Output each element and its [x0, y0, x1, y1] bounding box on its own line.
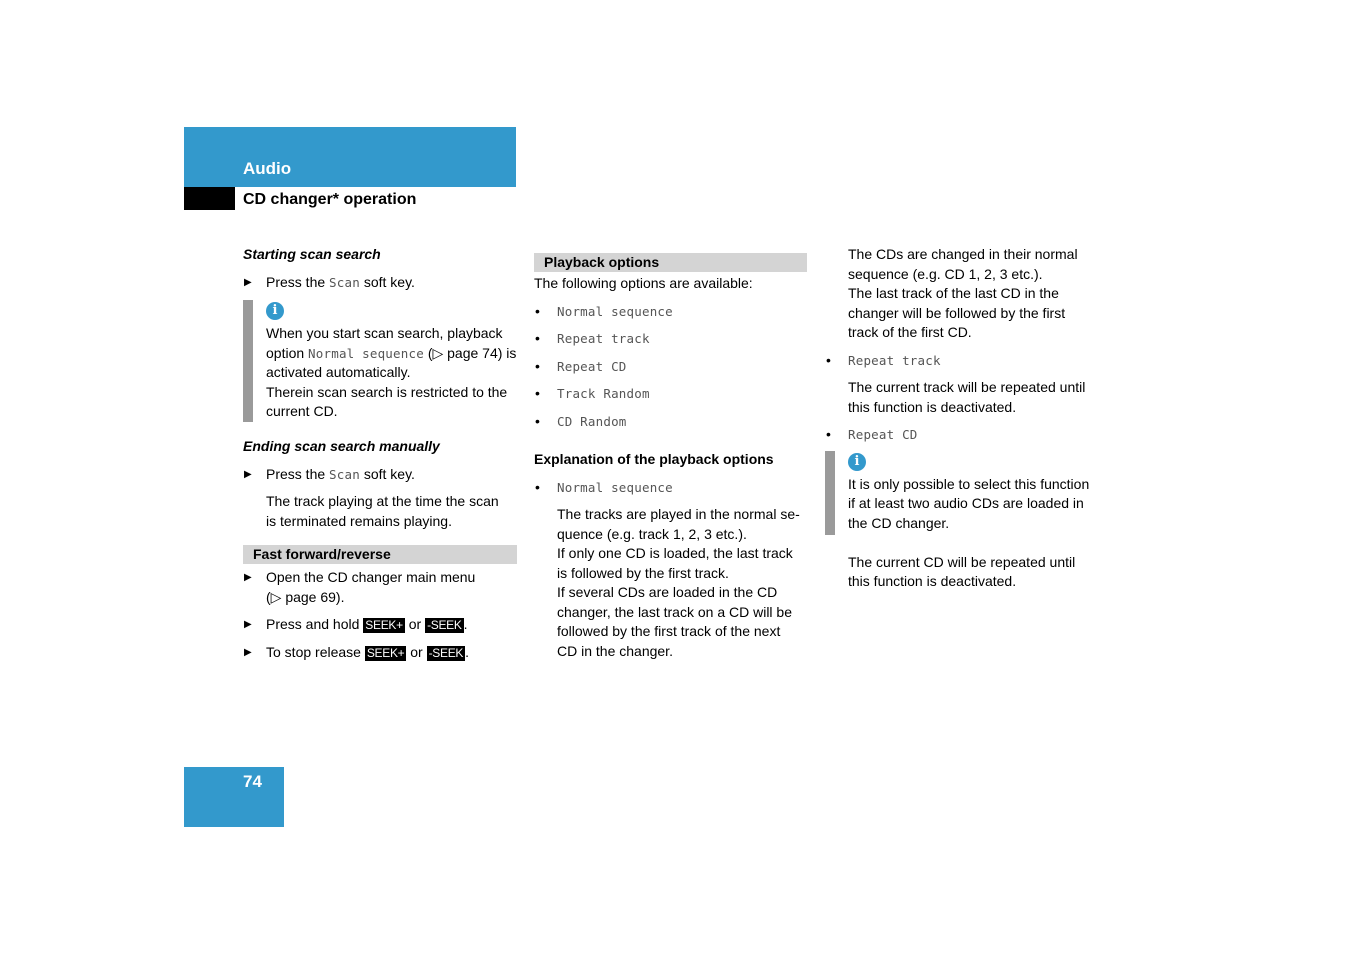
playback-options-heading: Playback options [534, 253, 807, 272]
scan-softkey: Scan [329, 466, 360, 482]
normal-sequence-text: The tracks are played in the normal se- quence (e.g. track 1, 2, 3 etc.). If only one CD is loaded, the last track is followed by the first track. If several CDs are loaded in the CD changer, the last track on a CD will be followed by the first track of the next CD in the changer. [557, 506, 800, 659]
step-arrow-icon: ▶ [244, 468, 252, 480]
step-arrow-icon: ▶ [244, 572, 252, 583]
options-intro: The following options are available: [534, 275, 753, 291]
seek-plus-key: SEEK+ [366, 645, 405, 660]
page-number-box [184, 767, 284, 827]
list-item: • Repeat track [826, 351, 941, 368]
start-step: ▶ Press the Scan soft key. [243, 273, 517, 293]
step-arrow-icon: ▶ [244, 276, 252, 288]
ending-scan-heading: Ending scan search manually [243, 438, 440, 454]
list-item: • Repeat track [535, 330, 650, 346]
end-step: ▶ Press the Scan soft key. [243, 465, 517, 485]
section-title: Audio [243, 159, 292, 178]
column-right: The CDs are changed in their normal sequence (e.g. CD 1, 2, 3 etc.). The last track of the last CD in the changer will be followed by the first track of the first CD. • Repeat track The current track will be repeated until this function is deactivated. • Repeat CD i It is only possible to select this function if at least two audio CDs are loaded in the CD changer. The current CD will be repeated until this function is deactivated. [825, 245, 1100, 592]
list-item: • Repeat CD [826, 426, 918, 442]
ff-step-open-menu: ▶ Open the CD changer main menu [243, 568, 517, 588]
fast-forward-heading: Fast forward/reverse [243, 545, 517, 564]
info-box-repeat-cd: i It is only possible to select this function if at least two audio CDs are loaded in the CD changer. [825, 451, 1100, 535]
step-arrow-icon: ▶ [244, 619, 252, 630]
info-bar [825, 451, 835, 535]
info-box-scan: i When you start scan search, playback option Normal sequence (▷ page 74) is activated automatically. Therein scan search is restricted to the current CD. [243, 300, 517, 422]
page-number: 74 [243, 772, 262, 791]
list-item: • Repeat CD [535, 357, 627, 374]
info-icon: i [848, 453, 866, 471]
ff-step-release: ▶ To stop release SEEK+ or -SEEK . [243, 643, 517, 663]
column-middle [534, 253, 807, 661]
list-item: • Track Random [535, 385, 650, 401]
cd-random-text: The CDs are changed in their normal sequence (e.g. CD 1, 2, 3 etc.). The last track of the last CD in the changer will be followed by the first track of the first CD. [848, 246, 1078, 340]
column-left: Starting scan search ▶ Press the Scan soft key. i When you start scan search, playback option Normal sequence (▷ page 74) is activated automatically. Therein scan search is restricted to the current CD. Ending scan search manually ▶ Press the Scan soft key. The track playing at the time the scan is terminated remains playing. Fast forward/reverse ▶ Open the CD changer main menu (▷ page 69). ▶ Press and hold SEEK+ or -SEEK . ▶ To stop release SEEK+ or -SEEK . [243, 245, 517, 662]
scan-softkey: Scan [329, 274, 360, 290]
info-bar [243, 300, 253, 422]
list-item: • CD Random [535, 412, 627, 429]
section-subtitle: CD changer* operation [243, 191, 417, 208]
step-arrow-icon: ▶ [244, 646, 252, 658]
starting-scan-heading: Starting scan search [243, 246, 381, 262]
seek-plus-key: SEEK+ [365, 618, 403, 632]
seek-minus-key: -SEEK [427, 618, 462, 632]
header-marker [184, 187, 235, 210]
header-band [184, 127, 516, 187]
explanation-heading: Explanation of the playback options [534, 451, 774, 467]
ff-step-hold: ▶ Press and hold SEEK+ or -SEEK . [243, 615, 517, 635]
info-icon: i [266, 302, 284, 320]
list-item: • Normal sequence [535, 302, 673, 319]
seek-minus-key: -SEEK [428, 645, 464, 660]
list-item: • Normal sequence [535, 478, 673, 495]
